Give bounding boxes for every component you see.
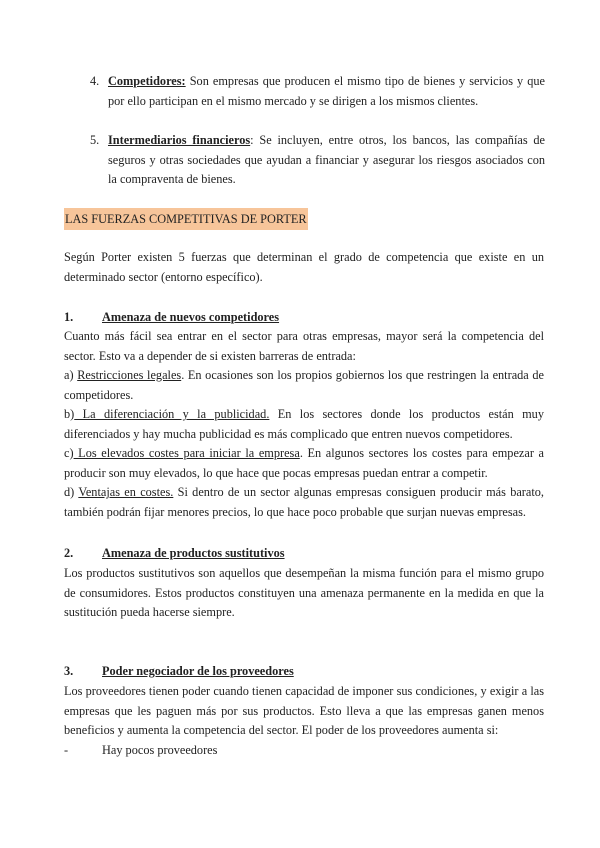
dash-marker: -: [64, 742, 69, 757]
section-number: 3.: [64, 664, 74, 678]
item-term: Ventajas en costes.: [78, 485, 174, 499]
section-3-body: [64, 682, 544, 760]
section-number: 2.: [64, 546, 74, 560]
section-3-paragraph: Los proveedores tienen poder cuando tienen capacidad de imponer sus condiciones, y exigir a las empresas que les paguen más por sus productos. Esto lleva a que las empresas ganen menos beneficios y aumenta la competencia del sector. El poder de los proveedores aumenta si:: [64, 684, 544, 737]
item-term: Los elevados costes para iniciar la empresa: [73, 446, 300, 460]
list-text: [108, 72, 545, 111]
dash-list-item: [64, 741, 544, 761]
item-prefix: c): [64, 446, 74, 460]
item-text: En los sectores donde los productos están muy diferenciados y hay mucha publicidad es más complicado que entren nuevos competidores.: [64, 407, 544, 441]
list-description: Son empresas que producen el mismo tipo de bienes y servicios y que por ello participan en el mismo mercado y se dirigen a los mismos clientes.: [108, 74, 545, 108]
list-number: 5.: [90, 133, 100, 147]
section-2-heading: [64, 544, 544, 564]
item-term: Restricciones legales: [77, 368, 182, 382]
section-heading-text: Poder negociador de los proveedores: [102, 664, 294, 678]
item-prefix: a): [64, 368, 78, 382]
section-1-heading: [64, 308, 544, 328]
section-title: LAS FUERZAS COMPETITIVAS DE PORTER: [64, 208, 308, 230]
section-1-intro: Cuanto más fácil sea entrar en el sector para otras empresas, mayor será la competencia del sector. Esto va a depender de si existen barreras de entrada:: [64, 329, 544, 363]
section-number: 1.: [64, 310, 74, 324]
item-prefix: d): [64, 485, 79, 499]
item-term: La diferenciación y la publicidad.: [74, 407, 270, 421]
item-text: . En ocasiones son los propios gobiernos los que restringen la entrada de competidores.: [64, 368, 544, 402]
item-text: . En algunos sectores los costes para empezar a producir son muy elevados, lo que hace que pocas empresas puedan entrar a competir.: [64, 446, 544, 480]
item-text: Si dentro de un sector algunas empresas consiguen producir más barato, también podrán fijar menores precios, lo que hace poco probable que surjan nuevas empresas.: [64, 485, 544, 519]
barrier-item-d: [64, 483, 544, 522]
section-heading-text: Amenaza de productos sustitutivos: [102, 546, 285, 560]
section-3-heading: [64, 662, 544, 682]
list-term: Competidores:: [108, 74, 186, 88]
list-item-intermediarios: [90, 131, 545, 190]
section-2-body: Los productos sustitutivos son aquellos que desempeñan la misma función para el mismo grupo de consumidores. Estos productos constituyen una amenaza permanente en la medida en que la sustitución pueda hacerse siempre.: [64, 566, 544, 619]
list-description: : Se incluyen, entre otros, los bancos, las compañías de seguros y otras sociedades que ayudan a financiar y asegurar los riesgos asociados con la compraventa de bienes.: [108, 133, 545, 186]
section-1-body: [64, 327, 544, 522]
barrier-item-a: [64, 366, 544, 405]
item-prefix: b): [64, 407, 75, 421]
list-text: [108, 131, 545, 190]
intro-paragraph: Según Porter existen 5 fuerzas que determinan el grado de competencia que existe en un determinado sector (entorno específico).: [64, 250, 544, 284]
dash-item-text: Hay pocos proveedores: [102, 742, 218, 757]
list-number: 4.: [90, 74, 100, 88]
list-item-competidores: [90, 72, 545, 111]
barrier-item-c: [64, 444, 544, 483]
list-term: Intermediarios financieros: [108, 133, 251, 147]
section-heading-text: Amenaza de nuevos competidores: [102, 310, 280, 324]
barrier-item-b: [64, 405, 544, 444]
